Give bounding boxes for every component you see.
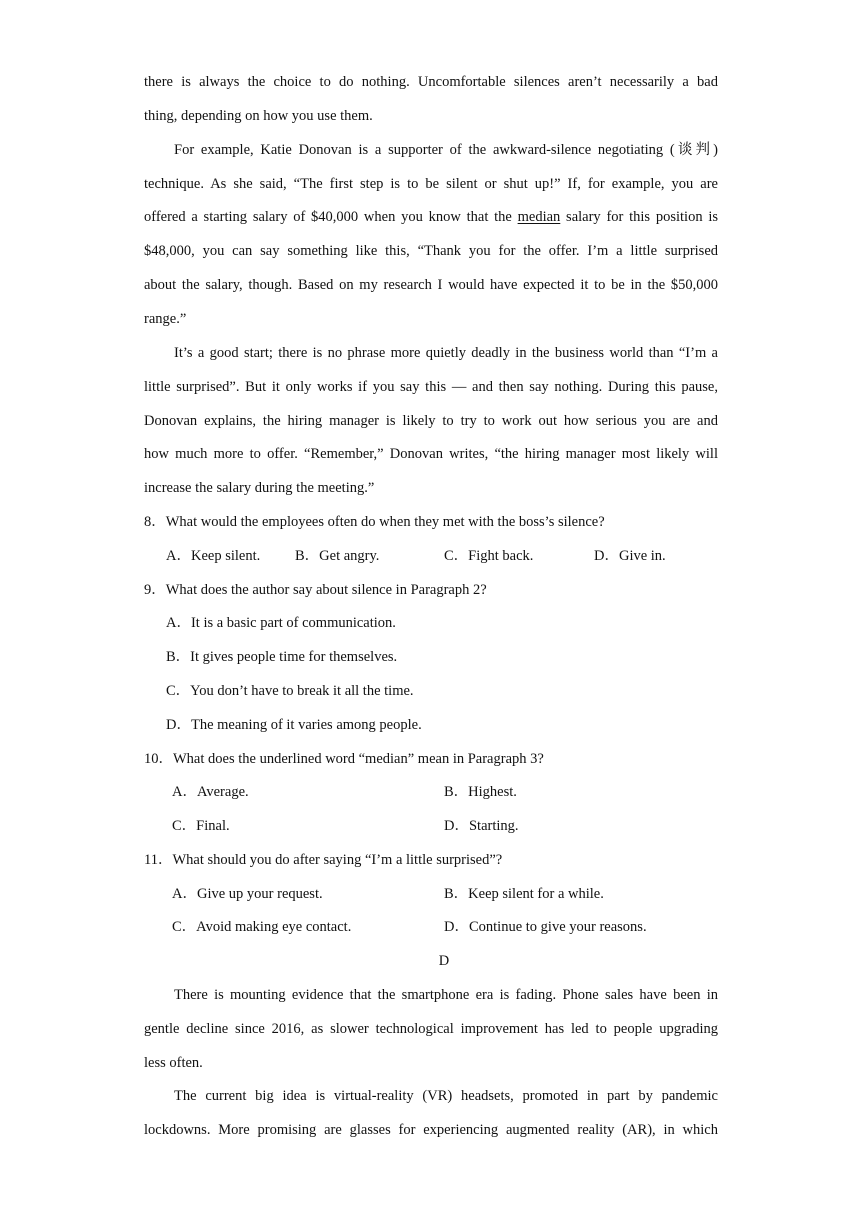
question-11-option-c: C．Avoid making eye contact. (172, 919, 352, 935)
question-9-option-c: C．You don’t have to break it all the time. (166, 683, 414, 699)
section-d-paragraph-1-line-1: There is mounting evidence that the smartphone era is fading. Phone sales have been in (174, 987, 718, 1003)
question-8-option-a: A．Keep silent. (166, 548, 261, 564)
passage-c-paragraph-1-line-2: thing, depending on how you use them. (144, 108, 373, 124)
passage-c-paragraph-2-line-2: technique. As she said, “The first step is to be silent or shut up!” If, for example, you are (144, 176, 718, 192)
question-8-option-c: C．Fight back. (444, 548, 534, 564)
question-11-stem: 11．What should you do after saying “I’m a little surprised”? (144, 852, 503, 868)
passage-c-paragraph-2-line-3 (144, 207, 718, 227)
section-d-paragraph-2-line-1: The current big idea is virtual-reality (VR) headsets, promoted in part by pandemic (174, 1088, 718, 1104)
passage-c-paragraph-2-line-5: about the salary, though. Based on my research I would have expected it to be in the $50,000 (144, 277, 718, 293)
passage-c-paragraph-1-line-1: there is always the choice to do nothing. Uncomfortable silences aren’t necessarily a bad (144, 74, 718, 90)
question-10-option-c: C．Final. (172, 818, 230, 834)
passage-c-paragraph-2-line-6: range.” (144, 311, 187, 327)
section-d-heading: D (438, 953, 450, 969)
question-11-option-b: B．Keep silent for a while. (444, 886, 604, 902)
passage-c-paragraph-2-line-4: $48,000, you can say something like this, “Thank you for the offer. I’m a little surprised (144, 243, 718, 259)
line-text-before-median: offered a starting salary of $40,000 when you know that the (144, 209, 518, 225)
section-d-paragraph-1-line-2: gentle decline since 2016, as slower technological improvement has led to people upgrading (144, 1021, 718, 1037)
question-9-option-d: D．The meaning of it varies among people. (166, 717, 422, 733)
underlined-word-median: median (517, 209, 561, 225)
question-9-option-b: B．It gives people time for themselves. (166, 649, 398, 665)
passage-c-paragraph-3-line-2: little surprised”. But it only works if you say this — and then say nothing. During this pause, (144, 379, 718, 395)
question-10-option-d: D．Starting. (444, 818, 519, 834)
question-11-option-d: D．Continue to give your reasons. (444, 919, 647, 935)
passage-c-paragraph-3-line-5: increase the salary during the meeting.” (144, 480, 375, 496)
question-9-stem: 9．What does the author say about silence in Paragraph 2? (144, 582, 487, 598)
question-11-option-a: A．Give up your request. (172, 886, 323, 902)
question-10-stem: 10．What does the underlined word “median” mean in Paragraph 3? (144, 751, 544, 767)
question-8-option-b: B．Get angry. (295, 548, 380, 564)
passage-c-paragraph-2-line-1: For example, Katie Donovan is a supporter of the awkward-silence negotiating (谈判) (174, 142, 718, 158)
question-9-option-a: A．It is a basic part of communication. (166, 615, 396, 631)
passage-c-paragraph-3-line-4: how much more to offer. “Remember,” Donovan writes, “the hiring manager most likely will (144, 446, 718, 462)
line-text-after-median: salary for this position is (560, 209, 718, 225)
question-8-option-d: D．Give in. (594, 548, 666, 564)
section-d-paragraph-1-line-3: less often. (144, 1055, 203, 1071)
question-10-option-a: A．Average. (172, 784, 249, 800)
passage-c-paragraph-3-line-1: It’s a good start; there is no phrase more quietly deadly in the business world than “I’m a (174, 345, 718, 361)
passage-c-paragraph-3-line-3: Donovan explains, the hiring manager is likely to try to work out how serious you are and (144, 413, 718, 429)
question-10-option-b: B．Highest. (444, 784, 517, 800)
section-d-paragraph-2-line-2: lockdowns. More promising are glasses for experiencing augmented reality (AR), in which (144, 1122, 718, 1138)
question-8-stem: 8．What would the employees often do when they met with the boss’s silence? (144, 514, 605, 530)
